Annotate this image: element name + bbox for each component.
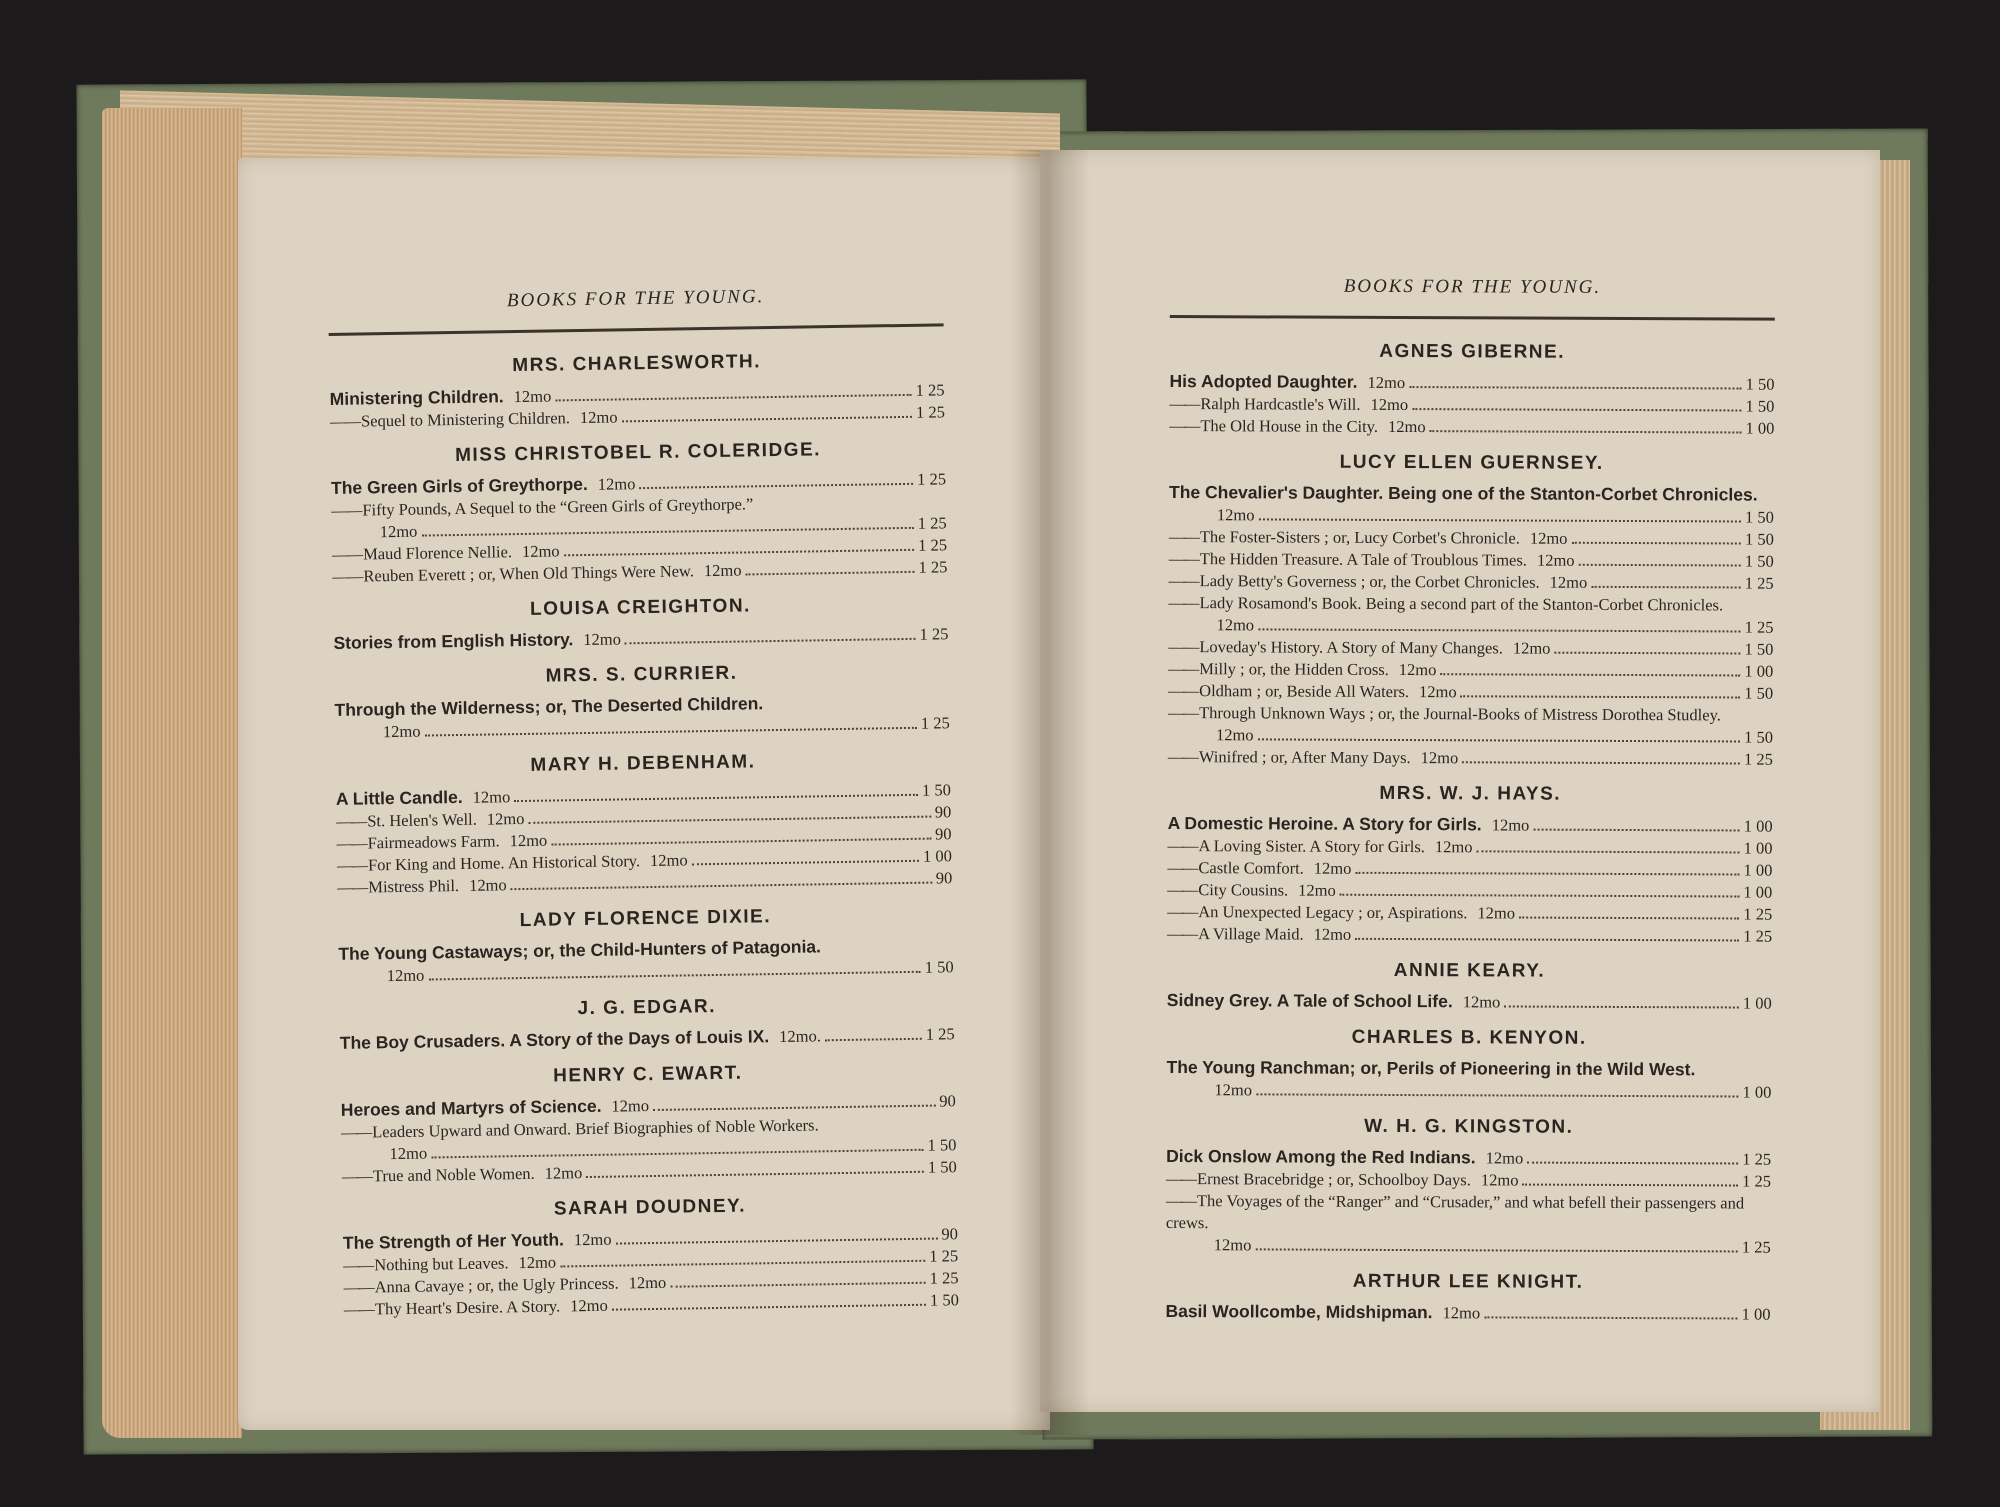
entry-format: 12mo (570, 1295, 608, 1316)
page-block-side-edge (102, 108, 242, 1438)
entry-title-text: A Domestic Heroine. A Story for Girls. (1167, 812, 1482, 835)
entry-price: 1 50 (1744, 551, 1774, 571)
entry-title (336, 786, 463, 811)
entry-title: —— Castle Comfort. (1167, 857, 1304, 880)
entry-title-text: Sidney Grey. A Tale of School Life. (1166, 989, 1453, 1012)
leader-dots (528, 816, 930, 824)
entry-title: —— The Old House in the City. (1169, 415, 1378, 438)
entry-price: 1 25 (918, 535, 948, 555)
catalog-entry (1168, 702, 1773, 749)
right-page (1040, 150, 1880, 1412)
entry-title-text: The Young Castaways; or, the Child-Hunters of Patagonia. (338, 936, 822, 964)
leader-dots (560, 1260, 925, 1268)
author-heading: MRS. S. CURRIER. (545, 662, 738, 687)
catalog-entry (1165, 1300, 1770, 1326)
entry-price: 1 00 (1743, 838, 1773, 858)
entry-format: 12mo (1398, 660, 1437, 680)
entry-format: 12mo (1298, 880, 1336, 900)
entry-price: 1 50 (929, 1290, 960, 1310)
entry-format: 12mo (386, 965, 425, 986)
entry-price: 1 50 (1744, 639, 1774, 659)
entry-price: 1 50 (1745, 374, 1775, 394)
entry-title: —— St. Helen's Well. (336, 809, 477, 833)
entry-title: —— Ernest Bracebridge ; or, Schoolboy Days. (1166, 1168, 1471, 1191)
entry-format: 12mo (1477, 903, 1516, 923)
catalog-entry (1166, 1145, 1771, 1171)
entry-title (1165, 1300, 1432, 1324)
catalog-entry (1167, 835, 1772, 860)
entry-title (329, 385, 503, 411)
leader-dots (1440, 673, 1740, 676)
entry-title-text: Heroes and Martyrs of Science. (340, 1095, 602, 1120)
entry-price: 1 50 (921, 780, 952, 800)
entry-title-text: Through the Wilderness; or, The Deserted Children. (334, 693, 764, 720)
leader-dots (1430, 430, 1742, 433)
entry-price: 1 25 (920, 713, 950, 733)
entry-format: 12mo (1313, 858, 1352, 878)
entry-price: 1 25 (925, 1024, 955, 1044)
entry-format: 12mo (1434, 837, 1473, 857)
entry-format: 12mo (649, 850, 688, 871)
entry-title (340, 1025, 770, 1055)
leader-dots (514, 794, 918, 802)
author-heading: ANNIE KEARY. (1393, 959, 1546, 982)
catalog-entry (1169, 370, 1774, 396)
leader-dots (1255, 1248, 1738, 1252)
entry-format: 12mo (1420, 748, 1459, 768)
entry-title-text: Ministering Children. (329, 386, 504, 409)
entry-format: 12mo. (779, 1026, 822, 1047)
catalog-entry (1169, 415, 1774, 440)
entry-format: 12mo (486, 808, 525, 829)
leader-dots (1258, 738, 1741, 742)
leader-dots (511, 882, 932, 891)
leader-dots (1258, 628, 1741, 632)
entry-format: 12mo (597, 474, 636, 494)
author-heading: AGNES GIBERNE. (1379, 340, 1566, 363)
entry-price: 1 50 (924, 957, 954, 977)
entry-title: —— A Village Maid. (1167, 923, 1304, 946)
entry-format: 12mo (379, 521, 418, 542)
leader-dots (1554, 652, 1740, 655)
entry-format: 12mo (583, 629, 622, 650)
entry-format: 12mo (611, 1096, 650, 1116)
entry-title: —— Nothing but Leaves. (343, 1252, 509, 1277)
leader-dots (586, 1171, 924, 1178)
entry-title: —— The Foster-Sisters ; or, Lucy Corbet's Chronicle. (1169, 526, 1520, 550)
entry-title-text: Basil Woollcombe, Midshipman. (1165, 1300, 1433, 1323)
entry-format: 12mo (1462, 992, 1501, 1012)
catalog-entry (1167, 879, 1772, 904)
catalog-entry (1167, 923, 1772, 948)
entry-title: —— Sequel to Ministering Children. (330, 407, 570, 433)
entry-price: 1 25 (918, 557, 948, 577)
catalog-entry (1168, 746, 1773, 771)
entry-format: 12mo (472, 787, 511, 807)
catalog-entry (1169, 526, 1774, 551)
leader-dots (1533, 829, 1739, 832)
catalog-entry (1166, 1168, 1771, 1193)
entry-title (1168, 812, 1482, 836)
entry-price: 1 25 (1743, 749, 1773, 769)
entry-format: 12mo (509, 830, 548, 851)
running-head: BOOKS FOR THE YOUNG. (1343, 275, 1602, 298)
catalog-entry (1167, 901, 1772, 926)
entry-title: —— Through Unknown Ways ; or, the Journal-Books of Mistress Dorothea Studley. (1168, 703, 1721, 724)
entry-format: 12mo (1387, 416, 1426, 437)
leader-dots (1571, 542, 1741, 545)
entry-title: —— Fairmeadows Farm. (336, 830, 499, 855)
entry-format: 12mo (1491, 815, 1530, 835)
entry-price: 1 25 (1744, 573, 1774, 593)
entry-price: 1 00 (1745, 418, 1775, 438)
entry-title (1167, 1058, 1696, 1079)
entry-format: 12mo (382, 721, 421, 742)
leader-dots (670, 1282, 925, 1288)
entry-title: —— The Voyages of the “Ranger” and “Crusader,” and what befell their passengers and crews. (1166, 1191, 1744, 1232)
entry-price: 1 50 (927, 1135, 957, 1155)
entry-price: 1 25 (1741, 1237, 1771, 1257)
entry-format: 12mo (389, 1143, 428, 1164)
entry-format: 12mo (521, 541, 560, 561)
author-heading: LADY FLORENCE DIXIE. (519, 906, 772, 932)
entry-price: 1 25 (929, 1246, 959, 1266)
entry-price: 1 25 (1743, 904, 1773, 924)
running-head: BOOKS FOR THE YOUNG. (506, 286, 765, 312)
leader-dots (692, 860, 919, 866)
entry-title: —— Anna Cavaye ; or, the Ugly Princess. (343, 1273, 618, 1299)
head-rule (329, 323, 944, 336)
entry-price: 1 25 (1742, 1171, 1772, 1191)
leader-dots (825, 1038, 922, 1042)
entry-price: 90 (939, 1091, 956, 1111)
entry-title: —— The Hidden Treasure. A Tale of Troublous Times. (1169, 548, 1527, 572)
entry-title-text: The Young Ranchman; or, Perils of Pioneering in the Wild West. (1166, 1056, 1696, 1080)
entry-title (333, 628, 573, 655)
entry-price: 1 50 (1744, 727, 1774, 747)
entry-price: 90 (934, 802, 952, 822)
entry-title: —— True and Noble Women. (342, 1163, 535, 1188)
entry-title: —— Loveday's History. A Story of Many Changes. (1168, 636, 1503, 659)
catalog-entry (333, 622, 948, 655)
entry-title-text: A Little Candle. (335, 786, 463, 809)
entry-format: 12mo (1367, 372, 1406, 393)
entry-title (343, 1228, 564, 1254)
catalog-entry (334, 689, 950, 744)
entry-title: —— City Cousins. (1167, 879, 1288, 902)
catalog-entry (1169, 393, 1774, 418)
entry-format: 12mo (1216, 615, 1255, 635)
author-heading: SARAH DOUDNEY. (553, 1195, 747, 1220)
leader-dots (1591, 586, 1740, 589)
leader-dots (746, 571, 915, 576)
entry-price: 1 25 (917, 513, 947, 533)
entry-format: 12mo (1213, 1235, 1252, 1255)
entry-title-text: His Adopted Daughter. (1169, 370, 1358, 392)
catalog-entry (1168, 812, 1773, 838)
entry-price: 1 00 (1743, 860, 1773, 880)
catalog-entry (1166, 1190, 1771, 1259)
entry-format: 12mo (579, 407, 618, 428)
leader-dots (564, 549, 915, 557)
leader-dots (616, 1238, 938, 1245)
entry-title: —— Leaders Upward and Onward. Brief Biographies of Noble Workers. (341, 1115, 819, 1141)
leader-dots (1579, 564, 1741, 567)
entry-format: 12mo (468, 875, 507, 895)
entry-title: —— For King and Home. An Historical Story. (337, 850, 640, 877)
leader-dots (1484, 1316, 1737, 1319)
leader-dots (612, 1304, 926, 1311)
entry-format: 12mo (1442, 1303, 1481, 1323)
entry-title-text: Stories from English History. (333, 629, 574, 653)
entry-format: 12mo (1549, 572, 1588, 592)
entry-price: 1 00 (1743, 816, 1773, 836)
catalog-entry (340, 1022, 955, 1055)
catalog-entry (1167, 989, 1772, 1015)
entry-price: 1 25 (915, 380, 945, 400)
entry-price: 1 25 (1742, 1149, 1772, 1169)
catalog-entry (1168, 680, 1773, 705)
catalog-entry (1168, 592, 1773, 639)
entry-price: 1 50 (1745, 396, 1775, 416)
entry-price: 1 00 (1743, 882, 1773, 902)
entry-title: —— Maud Florence Nellie. (332, 541, 512, 566)
leader-dots (555, 394, 911, 402)
entry-format: 12mo (1480, 1170, 1519, 1190)
entry-title: —— Milly ; or, the Hidden Cross. (1168, 658, 1389, 681)
author-heading: HENRY C. EWART. (553, 1062, 743, 1087)
entry-price: 1 00 (1741, 1304, 1771, 1324)
leader-dots (1504, 1005, 1739, 1008)
entry-format: 12mo (1313, 924, 1352, 944)
catalog-entry (338, 933, 954, 988)
leader-dots (1519, 917, 1739, 920)
entry-price: 1 50 (1744, 529, 1774, 549)
entry-title (1169, 370, 1357, 394)
entry-title-text: The Boy Crusaders. A Story of the Days of Louis IX. (339, 1026, 770, 1053)
entry-price: 90 (941, 1224, 959, 1244)
leader-dots (1355, 938, 1739, 942)
entry-title (1167, 989, 1453, 1013)
leader-dots (1355, 872, 1739, 876)
author-heading: ARTHUR LEE KNIGHT. (1352, 1270, 1584, 1293)
entry-title-text: Dick Onslow Among the Red Indians. (1166, 1145, 1476, 1168)
entry-title: —— Fifty Pounds, A Sequel to the “Green Girls of Greythorpe.” (331, 494, 753, 520)
entry-format: 12mo (1215, 725, 1254, 745)
leader-dots (1259, 518, 1742, 522)
entry-price: 1 25 (919, 624, 949, 644)
entry-format: 12mo (513, 386, 552, 407)
leader-dots (1340, 894, 1740, 898)
entry-price: 1 50 (927, 1157, 957, 1177)
catalog-entry (1168, 658, 1773, 683)
leader-dots (1461, 695, 1741, 698)
entry-format: 12mo (628, 1272, 667, 1293)
author-heading: LOUISA CREIGHTON. (529, 595, 752, 620)
author-heading: MRS. CHARLESWORTH. (512, 351, 762, 377)
catalog-entry (1168, 636, 1773, 661)
author-heading: MARY H. DEBENHAM. (530, 751, 756, 776)
entry-price: 1 25 (1744, 617, 1774, 637)
leader-dots (428, 971, 921, 981)
entry-title-text: The Green Girls of Greythorpe. (330, 473, 588, 498)
leader-dots (1477, 850, 1740, 853)
entry-title: —— Lady Betty's Governess ; or, the Corbet Chronicles. (1169, 570, 1540, 594)
catalog-entry (1166, 1056, 1771, 1104)
entry-format: 12mo (1529, 528, 1568, 548)
leader-dots (1412, 408, 1741, 411)
entry-title: —— Ralph Hardcastle's Will. (1169, 393, 1360, 416)
entry-price: 1 50 (1744, 683, 1774, 703)
leader-dots (639, 483, 913, 489)
leader-dots (1462, 761, 1740, 764)
catalog-entry (1169, 570, 1774, 595)
entry-price: 1 25 (915, 402, 946, 422)
left-page (238, 158, 1050, 1430)
entry-title: —— An Unexpected Legacy ; or, Aspirations. (1167, 901, 1467, 924)
leader-dots (425, 727, 918, 737)
entry-title: —— Reuben Everett ; or, When Old Things Were New. (332, 560, 694, 588)
entry-title-text: The Chevalier's Daughter. Being one of the Stanton-Corbet Chronicles. (1169, 481, 1758, 505)
head-rule (1170, 315, 1775, 321)
entry-format: 12mo (544, 1163, 583, 1183)
right-page-content (1165, 275, 1775, 1326)
author-heading: W. H. G. KINGSTON. (1364, 1115, 1574, 1138)
entry-price: 90 (934, 824, 952, 844)
entry-title: —— A Loving Sister. A Story for Girls. (1167, 835, 1425, 858)
author-heading: MRS. W. J. HAYS. (1379, 782, 1562, 805)
entry-format: 12mo (1485, 1148, 1524, 1168)
entry-price: 1 00 (922, 846, 953, 866)
author-heading: J. G. EDGAR. (577, 995, 717, 1020)
entry-title: —— Lady Rosamond's Book. Being a second part of the Stanton-Corbet Chronicles. (1169, 593, 1724, 614)
catalog-entry (1167, 857, 1772, 882)
entry-price: 1 00 (1744, 661, 1774, 681)
entry-title (334, 694, 763, 720)
entry-price: 90 (935, 868, 953, 888)
entry-title: —— Winifred ; or, After Many Days. (1168, 746, 1411, 769)
entry-price: 1 25 (1743, 926, 1773, 946)
entry-format: 12mo (1419, 682, 1457, 702)
entry-price: 1 00 (1742, 1082, 1772, 1102)
leader-dots (653, 1105, 935, 1111)
catalog-entry (1169, 481, 1774, 529)
entry-title (1166, 1145, 1476, 1169)
leader-dots (1409, 386, 1742, 389)
entry-format: 12mo (1370, 394, 1409, 415)
catalog-entry (1169, 548, 1774, 573)
leader-dots (625, 638, 916, 645)
entry-title: —— Oldham ; or, Beside All Waters. (1168, 680, 1409, 703)
leader-dots (622, 416, 913, 423)
author-heading: CHARLES B. KENYON. (1351, 1026, 1587, 1049)
entry-price: 1 25 (929, 1268, 959, 1288)
entry-title: —— Thy Heart's Desire. A Story. (344, 1295, 561, 1320)
entry-format: 12mo (1536, 550, 1575, 570)
author-heading: MISS CHRISTOBEL R. COLERIDGE. (454, 439, 822, 467)
author-heading: LUCY ELLEN GUERNSEY. (1339, 451, 1604, 474)
leader-dots (551, 838, 931, 846)
entry-price: 1 25 (916, 469, 947, 489)
entry-format: 12mo (1512, 638, 1551, 658)
entry-title-text: The Strength of Her Youth. (342, 1229, 565, 1253)
entry-format: 12mo (518, 1252, 557, 1273)
left-page-content (328, 283, 959, 1321)
entry-format: 12mo (703, 560, 742, 581)
leader-dots (1527, 1162, 1738, 1165)
section-list (329, 348, 959, 1321)
entry-title: —— Mistress Phil. (337, 875, 459, 899)
section-list (1165, 340, 1774, 1326)
entry-price: 1 50 (1745, 507, 1774, 527)
entry-title (1169, 483, 1758, 505)
leader-dots (1256, 1093, 1739, 1097)
entry-format: 12mo (1214, 1080, 1253, 1100)
entry-format: 12mo (1216, 505, 1255, 525)
entry-format: 12mo (573, 1229, 612, 1250)
leader-dots (1522, 1184, 1738, 1187)
entry-price: 1 00 (1742, 993, 1772, 1013)
